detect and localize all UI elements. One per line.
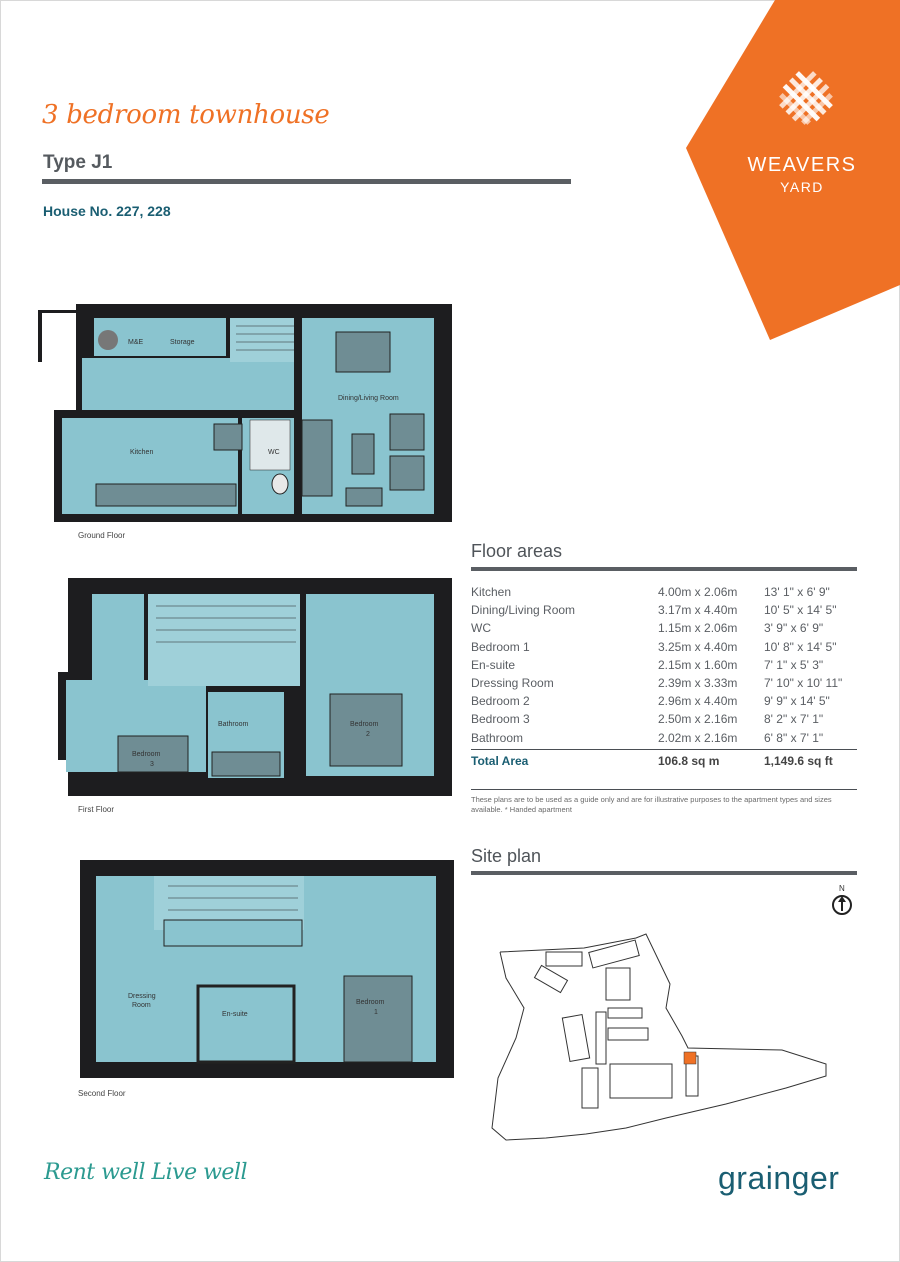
brand-name: WEAVERS: [747, 154, 857, 176]
room-imperial: 10' 5" x 14' 5": [764, 603, 837, 618]
second-floor-label: Second Floor: [78, 1089, 126, 1098]
room-name: Bedroom 2: [471, 694, 530, 709]
total-area-row: [471, 754, 857, 768]
room-metric: 2.02m x 2.16m: [658, 730, 738, 745]
site-highlight: [684, 1052, 696, 1064]
site-plan-title: Site plan: [471, 846, 542, 866]
site-plan-divider: [471, 871, 857, 875]
area-row-bathroom: [471, 729, 857, 747]
second-floor-plan: [78, 858, 456, 1080]
dining-label: Dining/Living Room: [338, 395, 399, 402]
area-row-wc: [471, 619, 857, 637]
room-imperial: 10' 8" x 14' 5": [764, 639, 837, 654]
ground-floor-plan: [36, 302, 456, 528]
room-name: Bedroom 3: [471, 712, 530, 727]
house-type: Type J1: [43, 152, 113, 173]
room-metric: 2.39m x 3.33m: [658, 676, 738, 691]
ground-floor-label: Ground Floor: [78, 531, 126, 540]
bedroom2-label: Bedroom: [350, 721, 379, 728]
area-row-bedroom2: [471, 692, 857, 710]
area-row-bedroom3: [471, 710, 857, 728]
dressing-label-2: Room: [132, 1002, 151, 1009]
north-label: N: [839, 884, 845, 893]
room-name: En-suite: [471, 657, 516, 672]
room-metric: 3.17m x 4.40m: [658, 603, 738, 618]
room-imperial: 8' 2" x 7' 1": [764, 712, 824, 727]
dressing-label: Dressing: [128, 993, 156, 1000]
page-title: 3 bedroom townhouse: [42, 100, 330, 130]
brand-subname: YARD: [780, 179, 824, 195]
slogan: Rent well Live well: [44, 1160, 248, 1185]
area-row-kitchen: [471, 583, 857, 601]
room-imperial: 3' 9" x 6' 9": [764, 621, 824, 636]
area-row-bedroom1: [471, 638, 857, 656]
house-numbers: House No. 227, 228: [43, 203, 171, 219]
bedroom1-number: 1: [374, 1009, 378, 1016]
room-metric: 1.15m x 2.06m: [658, 621, 738, 636]
kitchen-label: Kitchen: [130, 449, 154, 456]
room-name: WC: [471, 621, 491, 636]
bedroom2-number: 2: [366, 731, 370, 738]
room-imperial: 6' 8" x 7' 1": [764, 730, 824, 745]
wc-label: WC: [268, 449, 280, 456]
total-label: Total Area: [471, 754, 529, 768]
room-imperial: 7' 10" x 10' 11": [764, 676, 843, 691]
first-floor-label: First Floor: [78, 805, 114, 814]
ensuite-label: En-suite: [222, 1011, 248, 1018]
floor-areas-title: Floor areas: [471, 541, 563, 561]
room-name: Kitchen: [471, 585, 512, 600]
bedroom1-label: Bedroom: [356, 999, 385, 1006]
area-row-ensuite: [471, 656, 857, 674]
disclaimer-text: These plans are to be used as a guide only and are for illustrative purposes to the apartment types and sizes available. * Handed apartment: [471, 795, 832, 814]
bathroom-label: Bathroom: [218, 721, 249, 728]
bedroom3-number: 3: [150, 761, 154, 768]
disclaimer-divider: [471, 789, 857, 790]
floor-areas-table: [471, 583, 857, 747]
total-metric: 106.8 sq m: [658, 754, 720, 768]
me-label: M&E: [128, 339, 144, 346]
room-name: Bathroom: [471, 730, 524, 745]
room-metric: 2.50m x 2.16m: [658, 712, 738, 727]
north-arrow-icon: [830, 883, 854, 917]
first-floor-plan: [56, 576, 456, 798]
site-plan-map: [486, 928, 832, 1150]
area-row-dining: [471, 601, 857, 619]
storage-label: Storage: [170, 339, 195, 346]
room-metric: 3.25m x 4.40m: [658, 639, 738, 654]
room-metric: 2.15m x 1.60m: [658, 657, 738, 672]
area-row-dressing: [471, 674, 857, 692]
room-metric: 4.00m x 2.06m: [658, 585, 738, 600]
room-name: Dressing Room: [471, 676, 554, 691]
room-name: Dining/Living Room: [471, 603, 576, 618]
room-name: Bedroom 1: [471, 639, 530, 654]
room-imperial: 9' 9" x 14' 5": [764, 694, 830, 709]
grainger-logo: grainger: [718, 1160, 840, 1196]
room-imperial: 7' 1" x 5' 3": [764, 657, 824, 672]
floor-areas-divider: [471, 567, 857, 571]
room-imperial: 13' 1" x 6' 9": [764, 585, 830, 600]
total-divider: [471, 749, 857, 750]
total-imperial: 1,149.6 sq ft: [764, 754, 833, 768]
bedroom3-label: Bedroom: [132, 751, 161, 758]
room-metric: 2.96m x 4.40m: [658, 694, 738, 709]
